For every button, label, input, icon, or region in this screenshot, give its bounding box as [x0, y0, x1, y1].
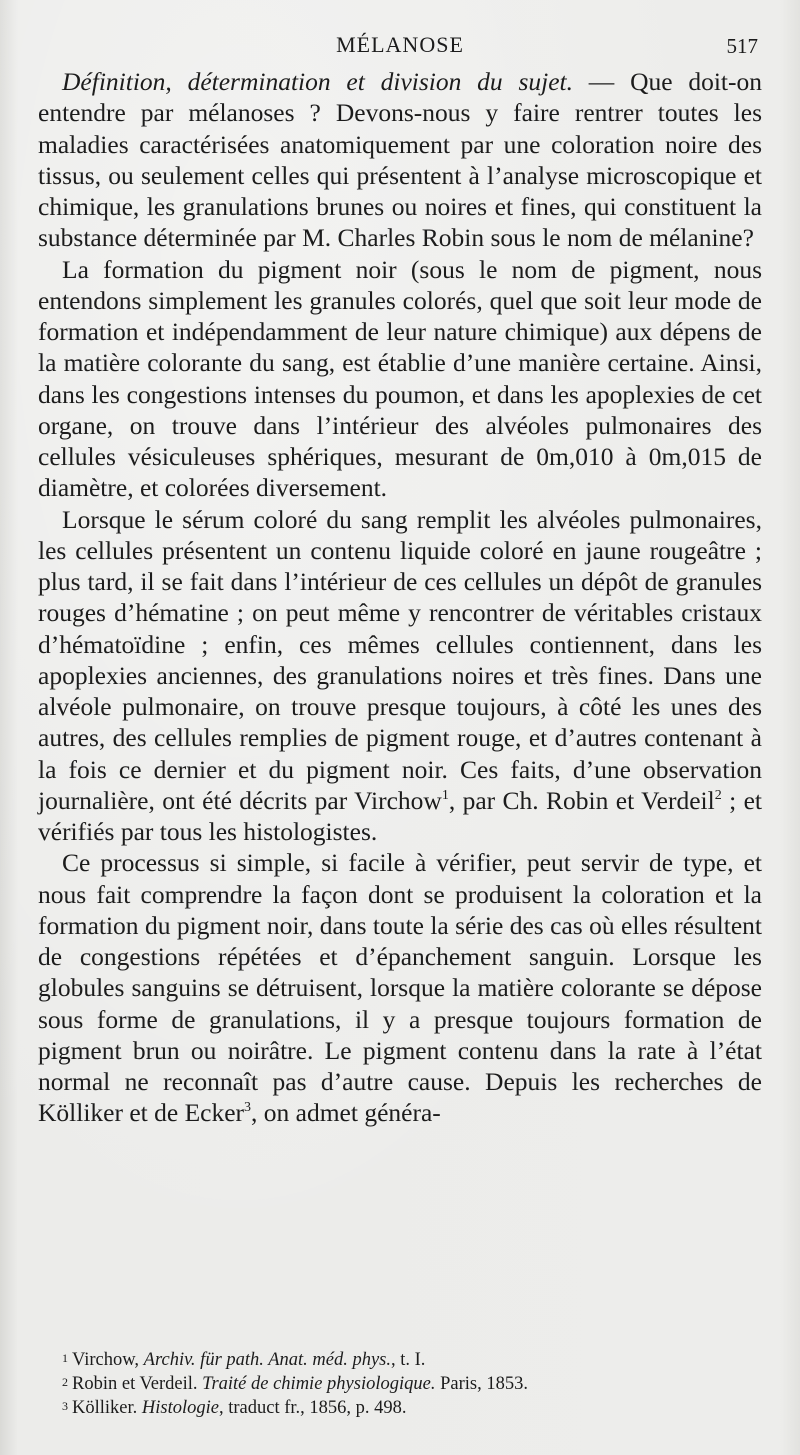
- footnote-rest: , traduct fr., 1856, p. 498.: [218, 1398, 407, 1418]
- footnote-author: Kölliker.: [72, 1398, 142, 1418]
- footnote: [62, 1347, 762, 1371]
- running-head: [0, 32, 800, 62]
- footnote-mark: 1: [62, 1351, 68, 1365]
- footnote: [62, 1371, 762, 1395]
- page-number: 517: [726, 34, 758, 58]
- footnote-title: Traité de chimie physiologique.: [202, 1374, 436, 1394]
- footnote: [62, 1395, 762, 1419]
- paragraph-text: Lorsque le sérum coloré du sang remplit les alvéoles pulmonaires, les cellules présentent un contenu liquide coloré en jaune rougeâtre ; plus tard, il se fait dans l’intérieur de ces cellules un dépôt de granules rouges d’hématine ; on peut même y rencontrer de véritables cristaux d’hématoïdine ; enfin, ces mêmes cellules contiennent, dans les apoplexies anciennes, des granulations noires et très fines. Dans une alvéole pulmonaire, on trouve presque toujours, à côté les unes des autres, des cellules remplies de pigment rouge, et d’autres contenant à la fois ce dernier et du pigment noir. Ces faits, d’une observation journalière, ont été décrits par Virchow: [38, 504, 762, 815]
- body-text: [38, 66, 762, 1129]
- footnote-title: Archiv. für path. Anat. méd. phys.: [143, 1350, 391, 1370]
- paragraph-text: La formation du pigment noir (sous le nom de pigment, nous entendons simplement les granules colorés, quel que soit leur mode de formation et indépendamment de leur nature chimique) aux dépens de la matière colorante du sang, est établie d’une manière certaine. Ainsi, dans les congestions intenses du poumon, et dans les apoplexies de cet organe, on trouve dans l’intérieur des alvéoles pulmonaires des cellules vésiculeuses sphériques, mesurant de 0m,010 à 0m,015 de diamètre, et colorées diversement.: [38, 254, 762, 503]
- paragraph-definition: [38, 66, 762, 254]
- footnote-author: Virchow,: [72, 1350, 144, 1370]
- footnote-ref[interactable]: 3: [244, 1100, 252, 1116]
- paragraph-text: — Que doit-on entendre par mélanoses ? Devons-nous y faire rentrer toutes les maladies caractérisées anatomiquement par une coloration noire des tissus, ou seulement celles qui présentent à l’analyse microscopique et chimique, les granulations brunes ou noires et fines, qui constituent la substance déterminée par M. Charles Robin sous le nom de mélanine?: [38, 67, 762, 253]
- footnote-mark: 2: [62, 1375, 68, 1389]
- paragraph-text: , par Ch. Robin et Verdeil: [448, 785, 715, 815]
- footnote-mark: 3: [62, 1399, 68, 1413]
- footnote-title: Histologie: [141, 1398, 219, 1418]
- footnote-author: Robin et Verdeil.: [72, 1374, 203, 1394]
- paragraph-text: Ce processus si simple, si facile à vérifier, peut servir de type, et nous fait comprendre la façon dont se produisent la coloration et la formation du pigment noir, dans toute la série des cas où elles résultent de congestions répétées et d’épanchement sanguin. Lorsque les globules sanguins se détruisent, lorsque la matière colorante se dépose sous forme de granulations, il y a presque toujours formation de pigment brun ou noirâtre. Le pigment contenu dans la rate à l’état normal ne reconnaît pas d’autre cause. Depuis les recherches de Kölliker et de Ecker: [38, 848, 762, 1128]
- paragraph-text: ; et vérifiés par tous les histologistes.: [38, 785, 762, 846]
- running-title: MÉLANOSE: [336, 32, 464, 57]
- paragraph-pigment-formation: [38, 254, 762, 504]
- footnote-ref[interactable]: 1: [441, 787, 449, 803]
- paragraph-process: [38, 847, 762, 1128]
- section-heading: Définition, détermination et division du sujet.: [62, 67, 573, 96]
- paragraph-serum: [38, 504, 762, 848]
- footnotes: [62, 1347, 762, 1419]
- footnote-rest: Paris, 1853.: [435, 1374, 528, 1394]
- footnote-ref[interactable]: 2: [714, 787, 722, 803]
- footnote-rest: , t. I.: [391, 1350, 426, 1370]
- paragraph-text: , on admet généra-: [251, 1098, 441, 1128]
